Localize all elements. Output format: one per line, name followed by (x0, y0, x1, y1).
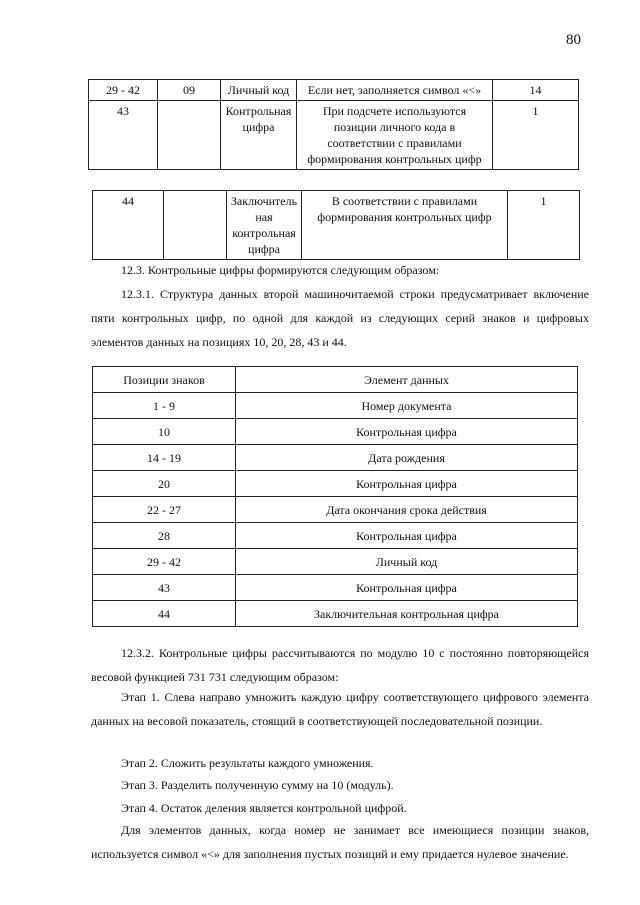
step-2: Этап 2. Сложить результаты каждого умножения. (121, 756, 374, 770)
element-cell: Контрольная цифра (236, 419, 578, 445)
position-cell: 28 (93, 523, 236, 549)
field-name-cell: Заключитель ная контрольная цифра (227, 191, 302, 260)
table-header-row (93, 367, 578, 393)
count-cell: 1 (508, 191, 580, 260)
column-header: Элемент данных (236, 367, 578, 393)
element-cell: Личный код (236, 549, 578, 575)
position-cell: 29 - 42 (89, 80, 158, 101)
table-row (93, 497, 578, 523)
position-cell: 43 (93, 575, 236, 601)
element-cell: Дата рождения (236, 445, 578, 471)
element-cell: Контрольная цифра (236, 471, 578, 497)
table-row (93, 549, 578, 575)
table-row (93, 393, 578, 419)
table-row (89, 80, 579, 101)
position-cell: 44 (93, 191, 164, 260)
final-check-digit-table (92, 190, 580, 260)
length-cell: 09 (158, 80, 221, 101)
paragraph-12-3-1: 12.3.1. Структура данных второй машиночитаемой строки предусматривает включение пяти контрольных цифр, по одной для каждой из следующих серий знаков и цифровых элементов данных на позициях 10, 20, 28, 43 и 44. (91, 287, 589, 349)
step-1: Этап 1. Слева направо умножить каждую цифру соответствующего цифрового элемента данных на весовой показатель, стоящий в соответствующей последовательной позиции. (91, 690, 589, 728)
length-cell (158, 101, 221, 170)
paragraph-filler-rule: Для элементов данных, когда номер не занимает все имеющиеся позиции знаков, используется символ «<» для заполнения пустых позиций и ему придается нулевое значение. (91, 823, 589, 861)
table-row (93, 471, 578, 497)
page-number: 80 (566, 32, 581, 48)
table-row (89, 101, 579, 170)
data-elements-table (92, 366, 578, 627)
count-cell: 1 (493, 101, 579, 170)
field-name-cell: Личный код (221, 80, 297, 101)
length-cell (164, 191, 227, 260)
paragraph-12-3-2: 12.3.2. Контрольные цифры рассчитываются по модулю 10 с постоянно повторяющейся весовой функцией 731 731 следующим образом: (91, 646, 589, 684)
column-header: Позиции знаков (93, 367, 236, 393)
table-row (93, 575, 578, 601)
step-4: Этап 4. Остаток деления является контрольной цифрой. (121, 801, 407, 815)
position-cell: 43 (89, 101, 158, 170)
element-cell: Контрольная цифра (236, 575, 578, 601)
position-cell: 29 - 42 (93, 549, 236, 575)
paragraph-12-3: 12.3. Контрольные цифры формируются следующим образом: (121, 263, 440, 277)
element-cell: Заключительная контрольная цифра (236, 601, 578, 627)
position-cell: 22 - 27 (93, 497, 236, 523)
position-cell: 20 (93, 471, 236, 497)
count-cell: 14 (493, 80, 579, 101)
table-row (93, 601, 578, 627)
element-cell: Дата окончания срока действия (236, 497, 578, 523)
table-row (93, 523, 578, 549)
element-cell: Контрольная цифра (236, 523, 578, 549)
table-row (93, 191, 580, 260)
description-cell: При подсчете используются позиции личного кода в соответствии с правилами формирования контрольных цифр (297, 101, 493, 170)
table-row (93, 445, 578, 471)
mrz-fields-table (88, 79, 579, 170)
field-name-cell: Контрольная цифра (221, 101, 297, 170)
description-cell: В соответствии с правилами формирования контрольных цифр (302, 191, 508, 260)
description-cell: Если нет, заполняется символ «<» (297, 80, 493, 101)
position-cell: 14 - 19 (93, 445, 236, 471)
position-cell: 1 - 9 (93, 393, 236, 419)
element-cell: Номер документа (236, 393, 578, 419)
position-cell: 10 (93, 419, 236, 445)
table-row (93, 419, 578, 445)
position-cell: 44 (93, 601, 236, 627)
step-3: Этап 3. Разделить полученную сумму на 10 (модуль). (121, 778, 394, 792)
